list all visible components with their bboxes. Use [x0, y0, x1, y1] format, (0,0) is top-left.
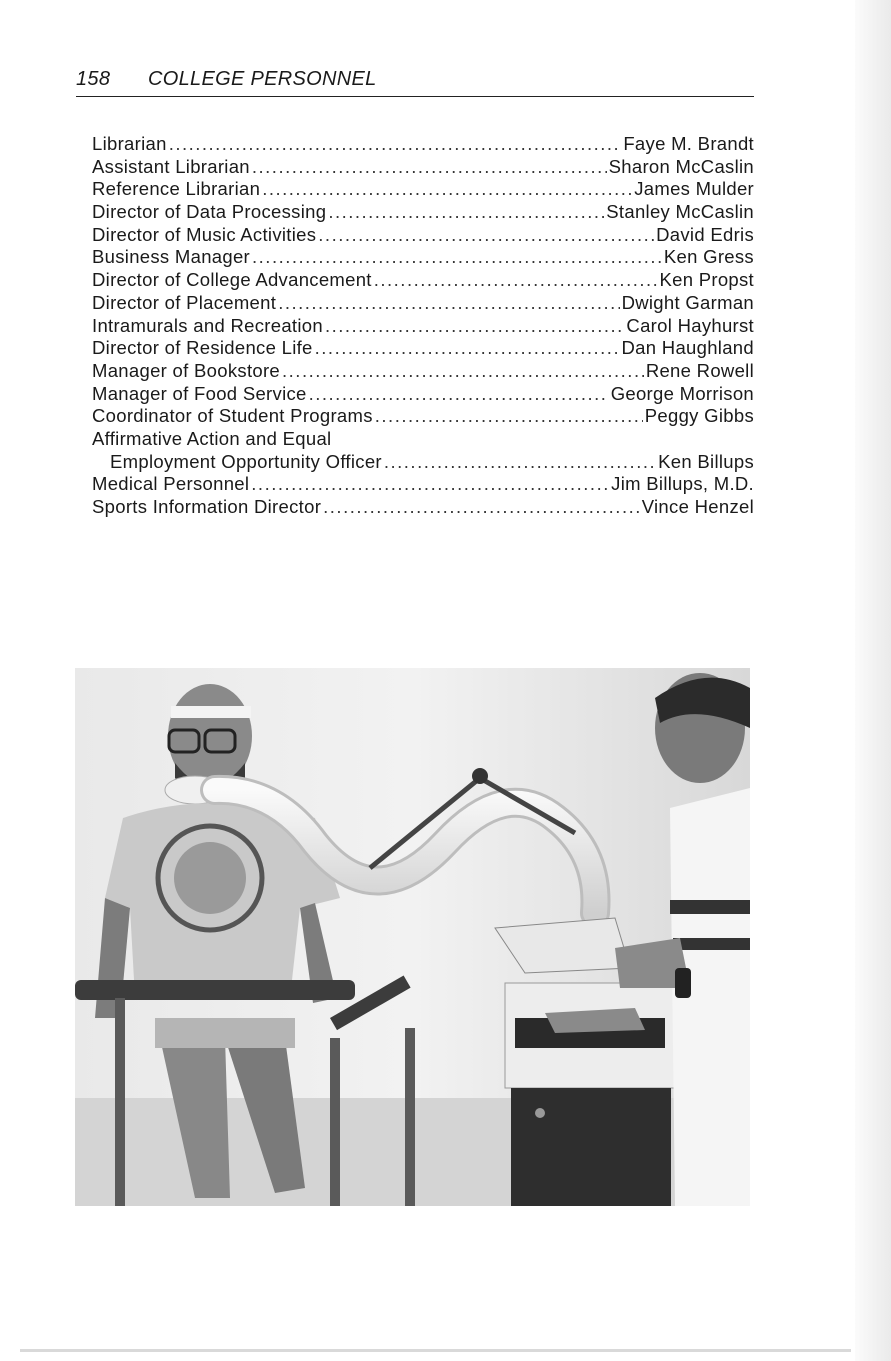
staff-name: Peggy Gibbs — [644, 405, 754, 427]
staff-role: Librarian — [92, 133, 167, 154]
staff-role: Director of Music Activities — [92, 223, 317, 245]
staff-role: Manager of Bookstore — [92, 359, 281, 381]
leader-dots — [251, 473, 609, 495]
staff-row — [92, 405, 754, 428]
leader-dots — [374, 269, 658, 291]
staff-role: Director of College Advancement — [92, 269, 372, 291]
staff-row — [92, 269, 754, 292]
staff-name: Carol Hayhurst — [626, 314, 754, 336]
staff-role: Affirmative Action and Equal — [92, 427, 332, 449]
staff-row — [92, 473, 754, 496]
staff-row — [92, 201, 754, 224]
staff-role: Director of Data Processing — [92, 201, 327, 223]
staff-row — [92, 451, 754, 474]
page-edge-shadow — [855, 0, 891, 1361]
page-bottom-edge — [20, 1349, 851, 1352]
running-header — [76, 66, 754, 97]
leader-dots — [262, 178, 632, 200]
staff-name: James Mulder — [634, 178, 754, 200]
staff-role: Reference Librarian — [92, 178, 261, 200]
leader-dots — [252, 156, 607, 178]
staff-name: Faye M. Brandt — [623, 133, 754, 154]
staff-name: George Morrison — [610, 382, 754, 404]
staff-name: Vince Henzel — [641, 496, 754, 517]
staff-row — [92, 224, 754, 247]
staff-name: Dwight Garman — [621, 291, 754, 313]
staff-row — [92, 428, 754, 451]
photo-illustration — [75, 668, 750, 1206]
staff-name: Ken Billups — [658, 450, 754, 472]
staff-name: Jim Billups, M.D. — [611, 473, 754, 495]
leader-dots — [252, 246, 662, 268]
staff-row — [92, 178, 754, 201]
page-number: 158 — [76, 68, 111, 90]
personnel-list — [92, 133, 754, 519]
staff-role: Manager of Food Service — [92, 382, 307, 404]
staff-name: Sharon McCaslin — [608, 155, 754, 177]
staff-name: David Edris — [656, 223, 754, 245]
staff-role: Sports Information Director — [92, 496, 322, 517]
staff-row — [92, 496, 754, 519]
staff-row — [92, 315, 754, 338]
leader-dots — [309, 383, 609, 405]
staff-row — [92, 292, 754, 315]
staff-role: Medical Personnel — [92, 473, 250, 495]
staff-name: Ken Propst — [659, 269, 754, 291]
staff-row — [92, 337, 754, 360]
leader-dots — [325, 315, 624, 337]
staff-row — [92, 360, 754, 383]
section-title: COLLEGE PERSONNEL — [148, 68, 377, 90]
staff-name: Stanley McCaslin — [606, 201, 754, 223]
staff-role: Business Manager — [92, 246, 251, 268]
staff-role: Employment Opportunity Officer — [110, 450, 382, 472]
staff-name: Rene Rowell — [645, 359, 754, 381]
staff-row — [92, 133, 754, 156]
leader-dots — [315, 337, 620, 359]
leader-dots — [169, 133, 622, 155]
leader-dots — [323, 496, 640, 518]
staff-name: Dan Haughland — [621, 337, 754, 359]
leader-dots — [384, 451, 656, 473]
leader-dots — [278, 292, 619, 314]
staff-role: Coordinator of Student Programs — [92, 405, 373, 427]
staff-role: Director of Placement — [92, 291, 277, 313]
staff-role: Assistant Librarian — [92, 155, 250, 177]
staff-name: Ken Gress — [663, 246, 754, 268]
leader-dots — [318, 224, 654, 246]
staff-row — [92, 156, 754, 179]
leader-dots — [328, 201, 604, 223]
staff-role: Director of Residence Life — [92, 337, 313, 359]
staff-row — [92, 246, 754, 269]
treadmill-test-photo — [75, 668, 750, 1206]
staff-row — [92, 383, 754, 406]
leader-dots — [375, 405, 643, 427]
staff-role: Intramurals and Recreation — [92, 314, 323, 336]
leader-dots — [282, 360, 644, 382]
